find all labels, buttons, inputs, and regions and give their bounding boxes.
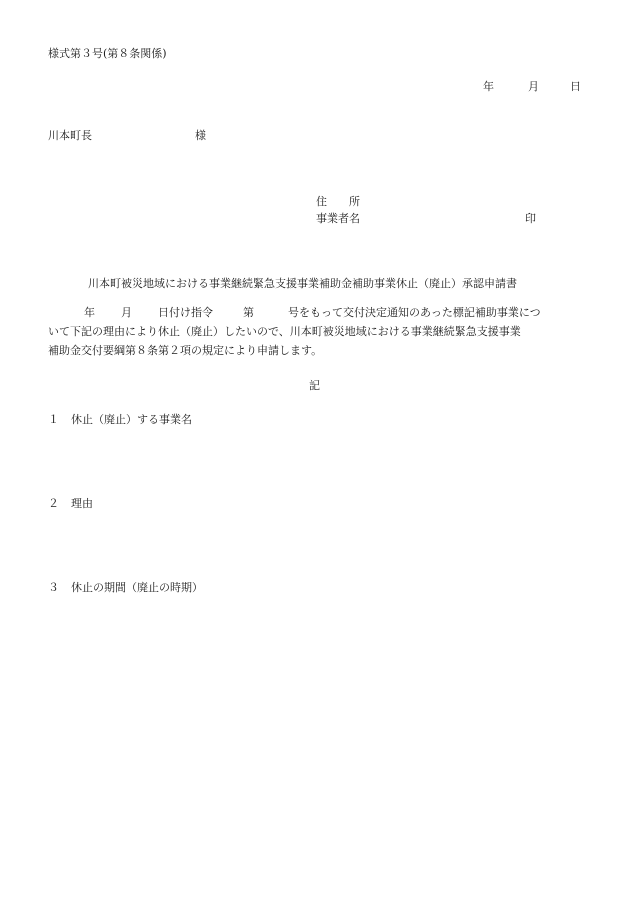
address-label: 住 所 — [316, 195, 360, 208]
body-day-order-label: 日付け指令 — [158, 306, 213, 319]
item-number: ３ — [48, 581, 59, 594]
date-year-label: 年 — [483, 80, 494, 93]
date-day-label: 日 — [570, 80, 581, 93]
body-line-1-rest: 号をもって交付決定通知のあった標記補助事業につ — [288, 306, 541, 319]
item-2 — [48, 497, 93, 510]
body-year-label: 年 — [84, 306, 95, 319]
body-line-1 — [48, 303, 582, 322]
date-month-label: 月 — [528, 80, 539, 93]
item-label: 休止の期間（廃止の時期） — [71, 581, 203, 594]
document-title: 川本町被災地域における事業継続緊急支援事業補助金補助事業休止（廃止）承認申請書 — [88, 277, 517, 290]
date-line — [0, 81, 630, 95]
seal-label: 印 — [525, 212, 536, 225]
item-label: 休止（廃止）する事業名 — [71, 413, 192, 426]
body-number-prefix: 第 — [243, 306, 254, 319]
body-line-2: いて下記の理由により休止（廃止）したいので、川本町被災地域における事業継続緊急支援事業 — [48, 325, 521, 338]
form-number: 様式第３号(第８条関係) — [48, 47, 167, 60]
body-month-label: 月 — [121, 306, 132, 319]
applicant-name-label: 事業者名 — [316, 212, 360, 225]
item-number: １ — [48, 413, 59, 426]
addressee-name: 川本町長 — [48, 129, 92, 142]
body-paragraph — [48, 303, 582, 360]
item-label: 理由 — [71, 497, 93, 510]
item-3 — [48, 581, 203, 594]
addressee-honorific: 様 — [195, 129, 206, 142]
item-number: ２ — [48, 497, 59, 510]
body-line-3: 補助金交付要綱第８条第２項の規定により申請します。 — [48, 344, 323, 357]
item-1 — [48, 413, 192, 426]
ki-heading: 記 — [309, 379, 320, 392]
